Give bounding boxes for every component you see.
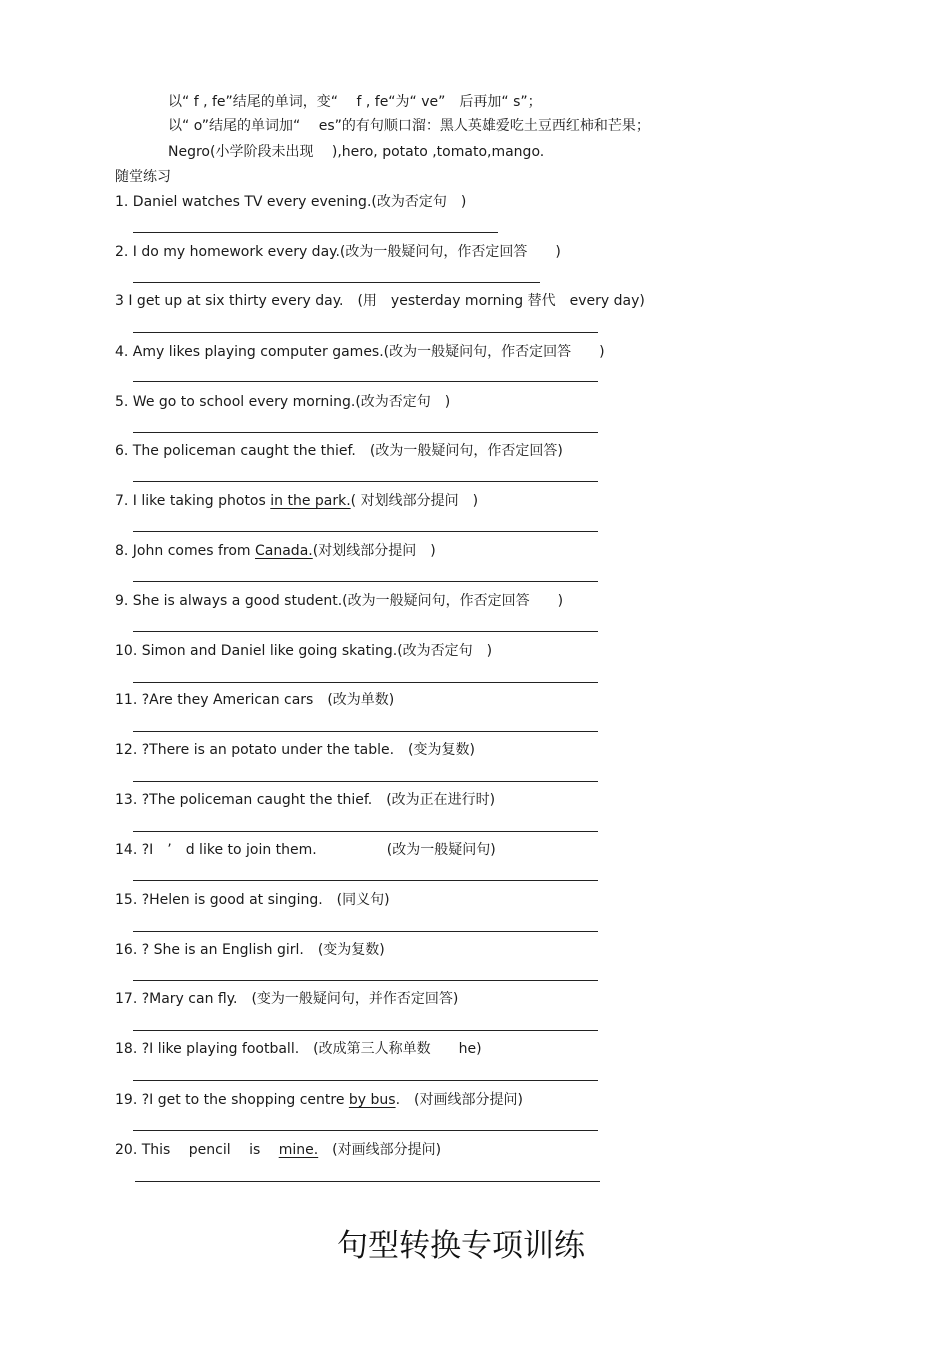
question-text: 3 I get up at six thirty every day. (用 yesterday morning 替代 every day) xyxy=(115,293,645,309)
underlined-phrase: Canada. xyxy=(255,543,313,559)
question-text: 7. I like taking photos xyxy=(115,493,271,509)
answer-line[interactable] xyxy=(133,581,598,582)
question-text: 13. ?The policeman caught the thief. (改为正在进行时) xyxy=(115,792,496,808)
answer-line[interactable] xyxy=(133,381,598,382)
exercise-9 xyxy=(115,592,563,610)
exercise-17 xyxy=(115,990,458,1008)
question-text: 9. She is always a good student.(改为一般疑问句，作否定回答 ) xyxy=(115,593,564,609)
question-text: 19. ?I get to the shopping centre xyxy=(115,1092,349,1108)
exercise-13 xyxy=(115,791,495,809)
answer-line[interactable] xyxy=(133,880,598,881)
answer-line[interactable] xyxy=(133,1030,598,1031)
answer-line[interactable] xyxy=(133,232,498,233)
question-text: 18. ?I like playing football. (改成第三人称单数 he) xyxy=(115,1041,482,1057)
exercise-3 xyxy=(115,292,645,310)
answer-line[interactable] xyxy=(133,1080,598,1081)
question-text: 8. John comes from xyxy=(115,543,255,559)
question-text: 6. The policeman caught the thief. (改为一般疑问句，作否定回答) xyxy=(115,443,563,459)
answer-line[interactable] xyxy=(133,481,598,482)
exercise-16 xyxy=(115,941,385,959)
question-text: 10. Simon and Daniel like going skating.(改为否定句 ) xyxy=(115,643,493,659)
answer-line[interactable] xyxy=(135,1181,600,1182)
question-text: 1. Daniel watches TV every evening.(改为否定句 ) xyxy=(115,194,467,210)
question-text: 11. ?Are they American cars (改为单数) xyxy=(115,692,395,708)
question-text: 2. I do my homework every day.(改为一般疑问句，作否定回答 ) xyxy=(115,244,561,260)
answer-line[interactable] xyxy=(133,931,598,932)
question-text: 14. ?I ’ d like to join them. (改为一般疑问句) xyxy=(115,842,496,858)
answer-line[interactable] xyxy=(133,831,598,832)
question-instruction: (对划线部分提问 ) xyxy=(312,543,436,559)
page-title: 句型转换专项训练 xyxy=(337,1228,585,1264)
answer-line[interactable] xyxy=(133,432,598,433)
answer-line[interactable] xyxy=(133,531,598,532)
answer-line[interactable] xyxy=(133,682,598,683)
exercise-8 xyxy=(115,542,436,560)
underlined-phrase: mine. xyxy=(278,1142,319,1158)
exercise-20 xyxy=(115,1141,441,1159)
answer-line[interactable] xyxy=(133,282,540,283)
section-label: 随堂练习 xyxy=(115,169,171,185)
exercise-10 xyxy=(115,642,492,660)
answer-line[interactable] xyxy=(133,332,598,333)
answer-line[interactable] xyxy=(133,980,598,981)
answer-line[interactable] xyxy=(133,1130,598,1131)
answer-line[interactable] xyxy=(133,631,598,632)
exercise-11 xyxy=(115,691,394,709)
underlined-phrase: in the park. xyxy=(270,493,351,509)
exercise-6 xyxy=(115,442,563,460)
question-text: 16. ? She is an English girl. (变为复数) xyxy=(115,942,385,958)
underlined-phrase: by bus xyxy=(348,1092,396,1108)
exercise-7 xyxy=(115,492,478,510)
note-line-3: Negro(小学阶段未出现 ),hero, potato ,tomato,mango. xyxy=(168,144,545,160)
exercise-5 xyxy=(115,393,450,411)
question-text: 15. ?Helen is good at singing. (同义句) xyxy=(115,892,390,908)
question-instruction: (对画线部分提问) xyxy=(318,1142,442,1158)
exercise-19 xyxy=(115,1091,523,1109)
exercise-2 xyxy=(115,243,561,261)
question-instruction: . (对画线部分提问) xyxy=(395,1092,523,1108)
question-text: 12. ?There is an potato under the table. (变为复数) xyxy=(115,742,475,758)
answer-line[interactable] xyxy=(133,781,598,782)
question-instruction: ( 对划线部分提问 ) xyxy=(350,493,479,509)
question-text: 4. Amy likes playing computer games.(改为一般疑问句，作否定回答 ) xyxy=(115,344,605,360)
note-line-1: 以“ f , fe”结尾的单词，变“ f , fe“为“ ve” 后再加“ s”； xyxy=(168,94,542,110)
note-line-2: 以“ o”结尾的单词加“ es”的有句顺口溜：黑人英雄爱吃土豆西红柿和芒果； xyxy=(168,118,650,134)
exercise-1 xyxy=(115,193,466,211)
question-text: 17. ?Mary can fly. (变为一般疑问句，并作否定回答) xyxy=(115,991,459,1007)
answer-line[interactable] xyxy=(133,731,598,732)
exercise-18 xyxy=(115,1040,482,1058)
question-text: 5. We go to school every morning.(改为否定句 ) xyxy=(115,394,451,410)
exercise-4 xyxy=(115,343,605,361)
question-text: 20. This pencil is xyxy=(115,1142,279,1158)
exercise-14 xyxy=(115,841,496,859)
exercise-12 xyxy=(115,741,475,759)
exercise-15 xyxy=(115,891,390,909)
